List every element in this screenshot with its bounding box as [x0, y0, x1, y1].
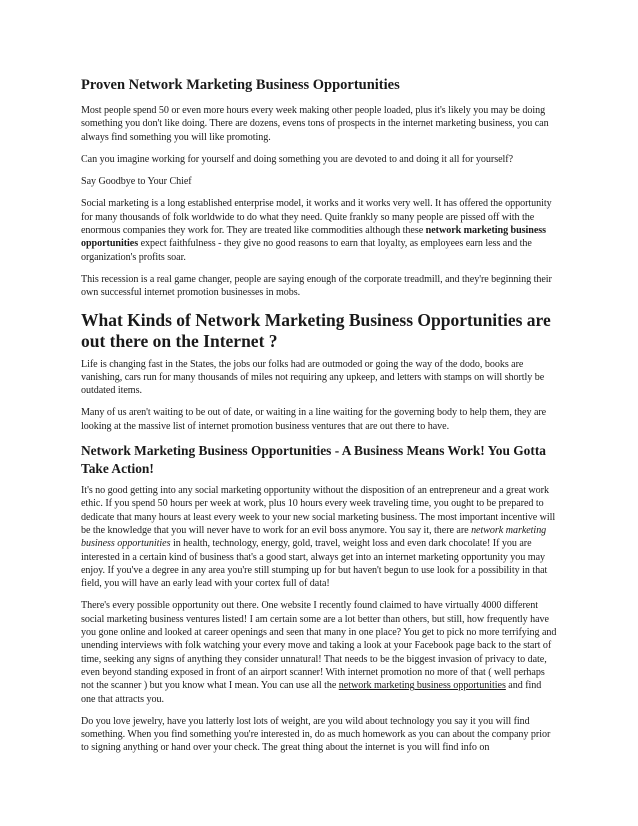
paragraph-intro: Most people spend 50 or even more hours every week making other people loaded, plus it's likely you may be doing something you don't like doing. There are dozens, evens tons of prospects in the internet marketing business, you can always find something you will like promoting.: [81, 105, 549, 143]
paragraph-recession: This recession is a real game changer, people are saying enough of the corporate treadmill, and they're beginning their own successful internet promotion businesses in mobs.: [81, 273, 552, 299]
italic-keyword: network marketing business opportunities: [81, 524, 547, 550]
document-title: Proven Network Marketing Business Opportunities: [81, 77, 400, 93]
paragraph-question: Can you imagine working for yourself and doing something you are devoted to and doing it all for yourself?: [81, 153, 514, 165]
paragraph-work-ethic: [81, 484, 558, 590]
text-run: It's no good getting into any social marketing opportunity without the disposition of an entrepreneur and a great work ethic. If you spend 50 hours per week at work, plus 10 hours every week traveling time, you ought to be prepared to dedicate that many hours at least every week to your new social marketing business. The most important incentive will be the knowledge that you will never have to work for an evil boss anymore. You say it, there are: [81, 485, 556, 536]
text-run: expect faithfulness - they give no good reasons to earn that loyalty, as employees earn less and the organization's profits soar.: [81, 238, 532, 263]
paragraph-life-changing: Life is changing fast in the States, the jobs our folks had are outmoded or going the way of the dodo, books are vanishing, cars run for many thousands of miles not requiring any upkeep, and letters with stamps on will shortly be outdated items.: [81, 358, 545, 397]
text-run: in health, technology, energy, gold, travel, weight loss and even dark chocolate! If you are interested in a certain kind of business that's a good start, always get into an internet marketing opportunity you may enjoy. If you've a degree in any area you're still stumping up for but haven't begun to use look for a possibility in that field, you will have an early lead with your cortex full of data!: [81, 538, 548, 590]
text-run: and find one that attracts you.: [81, 680, 542, 705]
paragraph-goodbye: Say Goodbye to Your Chief: [81, 176, 192, 188]
bold-keyword: network marketing business opportunities: [81, 225, 547, 250]
paragraph-opportunities: [81, 599, 558, 705]
subsection-heading: Network Marketing Business Opportunities - A Business Means Work! You Gotta Take Action!: [81, 443, 546, 477]
section-heading: What Kinds of Network Marketing Business Opportunities are out there on the Internet ?: [81, 309, 551, 351]
document-page: [81, 76, 558, 816]
keyword-link[interactable]: network marketing business opportunities: [338, 680, 506, 692]
paragraph-not-waiting: Many of us aren't waiting to be out of date, or waiting in a line waiting for the governing body to help them, they are looking at the massive list of internet promotion business ventures that are out there to have.: [81, 407, 547, 432]
text-run: Social marketing is a long established enterprise model, it works and it works very well. It has offered the opportunity for many thousands of folk worldwide to do what they need. Quite frankly so many people are pissed off with the enormous companies they work for. They are treated like commodities although these: [81, 198, 552, 237]
paragraph-social-marketing: [81, 197, 558, 263]
text-run: There's every possible opportunity out there. One website I recently found claimed to have virtually 4000 different social marketing business ventures listed! I am certain some are a lot better than others, but still, how frequently have you gone online and looked at career openings and seen that many in one place? You get to pick no more terrifying and unending interviews with folk watching your every move and taking a look at your Facebook page back to the start of time, seeking any signs of anything they consider unnatural! That needs to be the biggest invasion of privacy to date, even beyond standing exposed in front of an airport scanner! With internet promotion no more of that ( well perhaps not the scanner ) but you know what I mean. You can use all the: [81, 600, 557, 692]
paragraph-jewelry: Do you love jewelry, have you latterly lost lots of weight, are you wild about technology you say it you will find something. When you find something you're interested in, do as much homework as you can about the company prior to signing anything or hand over your check. The great thing about the internet is you will find info on: [81, 715, 551, 754]
